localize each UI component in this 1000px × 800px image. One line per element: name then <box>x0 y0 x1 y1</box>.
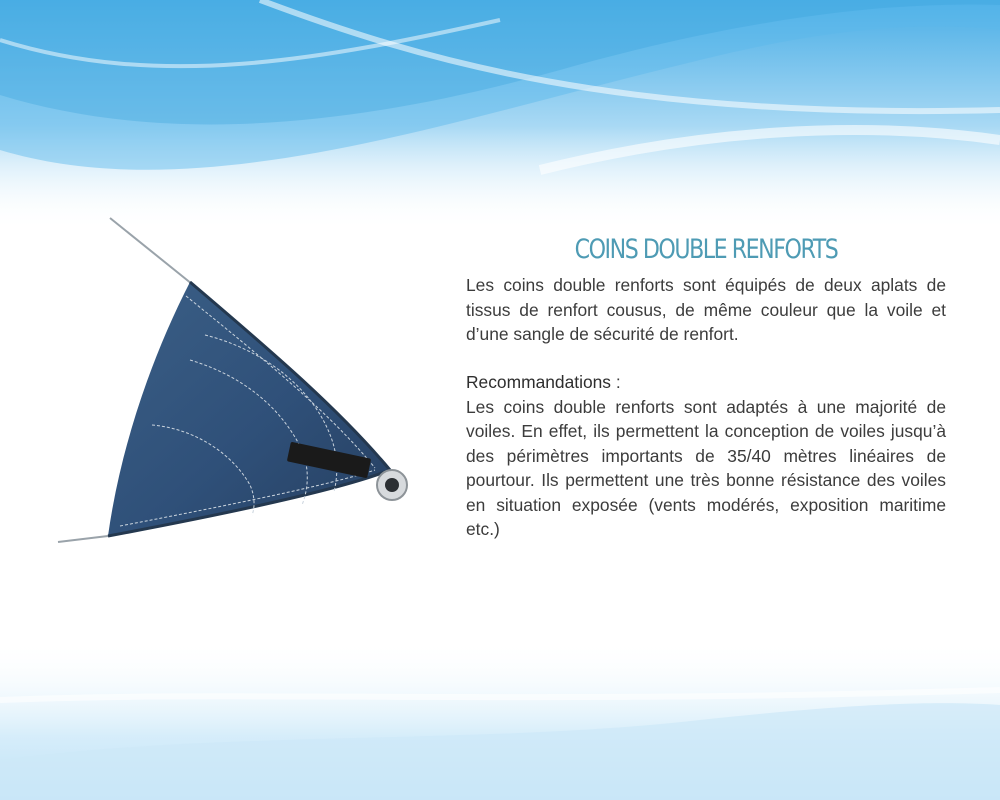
recommendations-label: Recommandations <box>466 372 611 392</box>
intro-paragraph: Les coins double renforts sont équipés de deux aplats de tissus de renfort cousus, de même couleur que la voile et d’une sangle de sécurité de renfort. <box>466 275 946 344</box>
page-title: COINS DOUBLE RENFORTS <box>574 234 838 266</box>
recommendations-paragraph: Les coins double renforts sont adaptés à une majorité de voiles. En effet, ils permettent la conception de voiles jusqu’à des périmètres importants de 35/40 mètres linéaires de pourtour. Ils permettent une très bonne résistance des voiles en situation exposée (vents modérés, exposition maritime etc.) <box>466 396 946 539</box>
recommendations-section <box>466 370 946 542</box>
sail-corner-image <box>40 200 460 560</box>
recommendations-heading <box>466 370 946 395</box>
recommendations-separator: : <box>611 372 621 392</box>
